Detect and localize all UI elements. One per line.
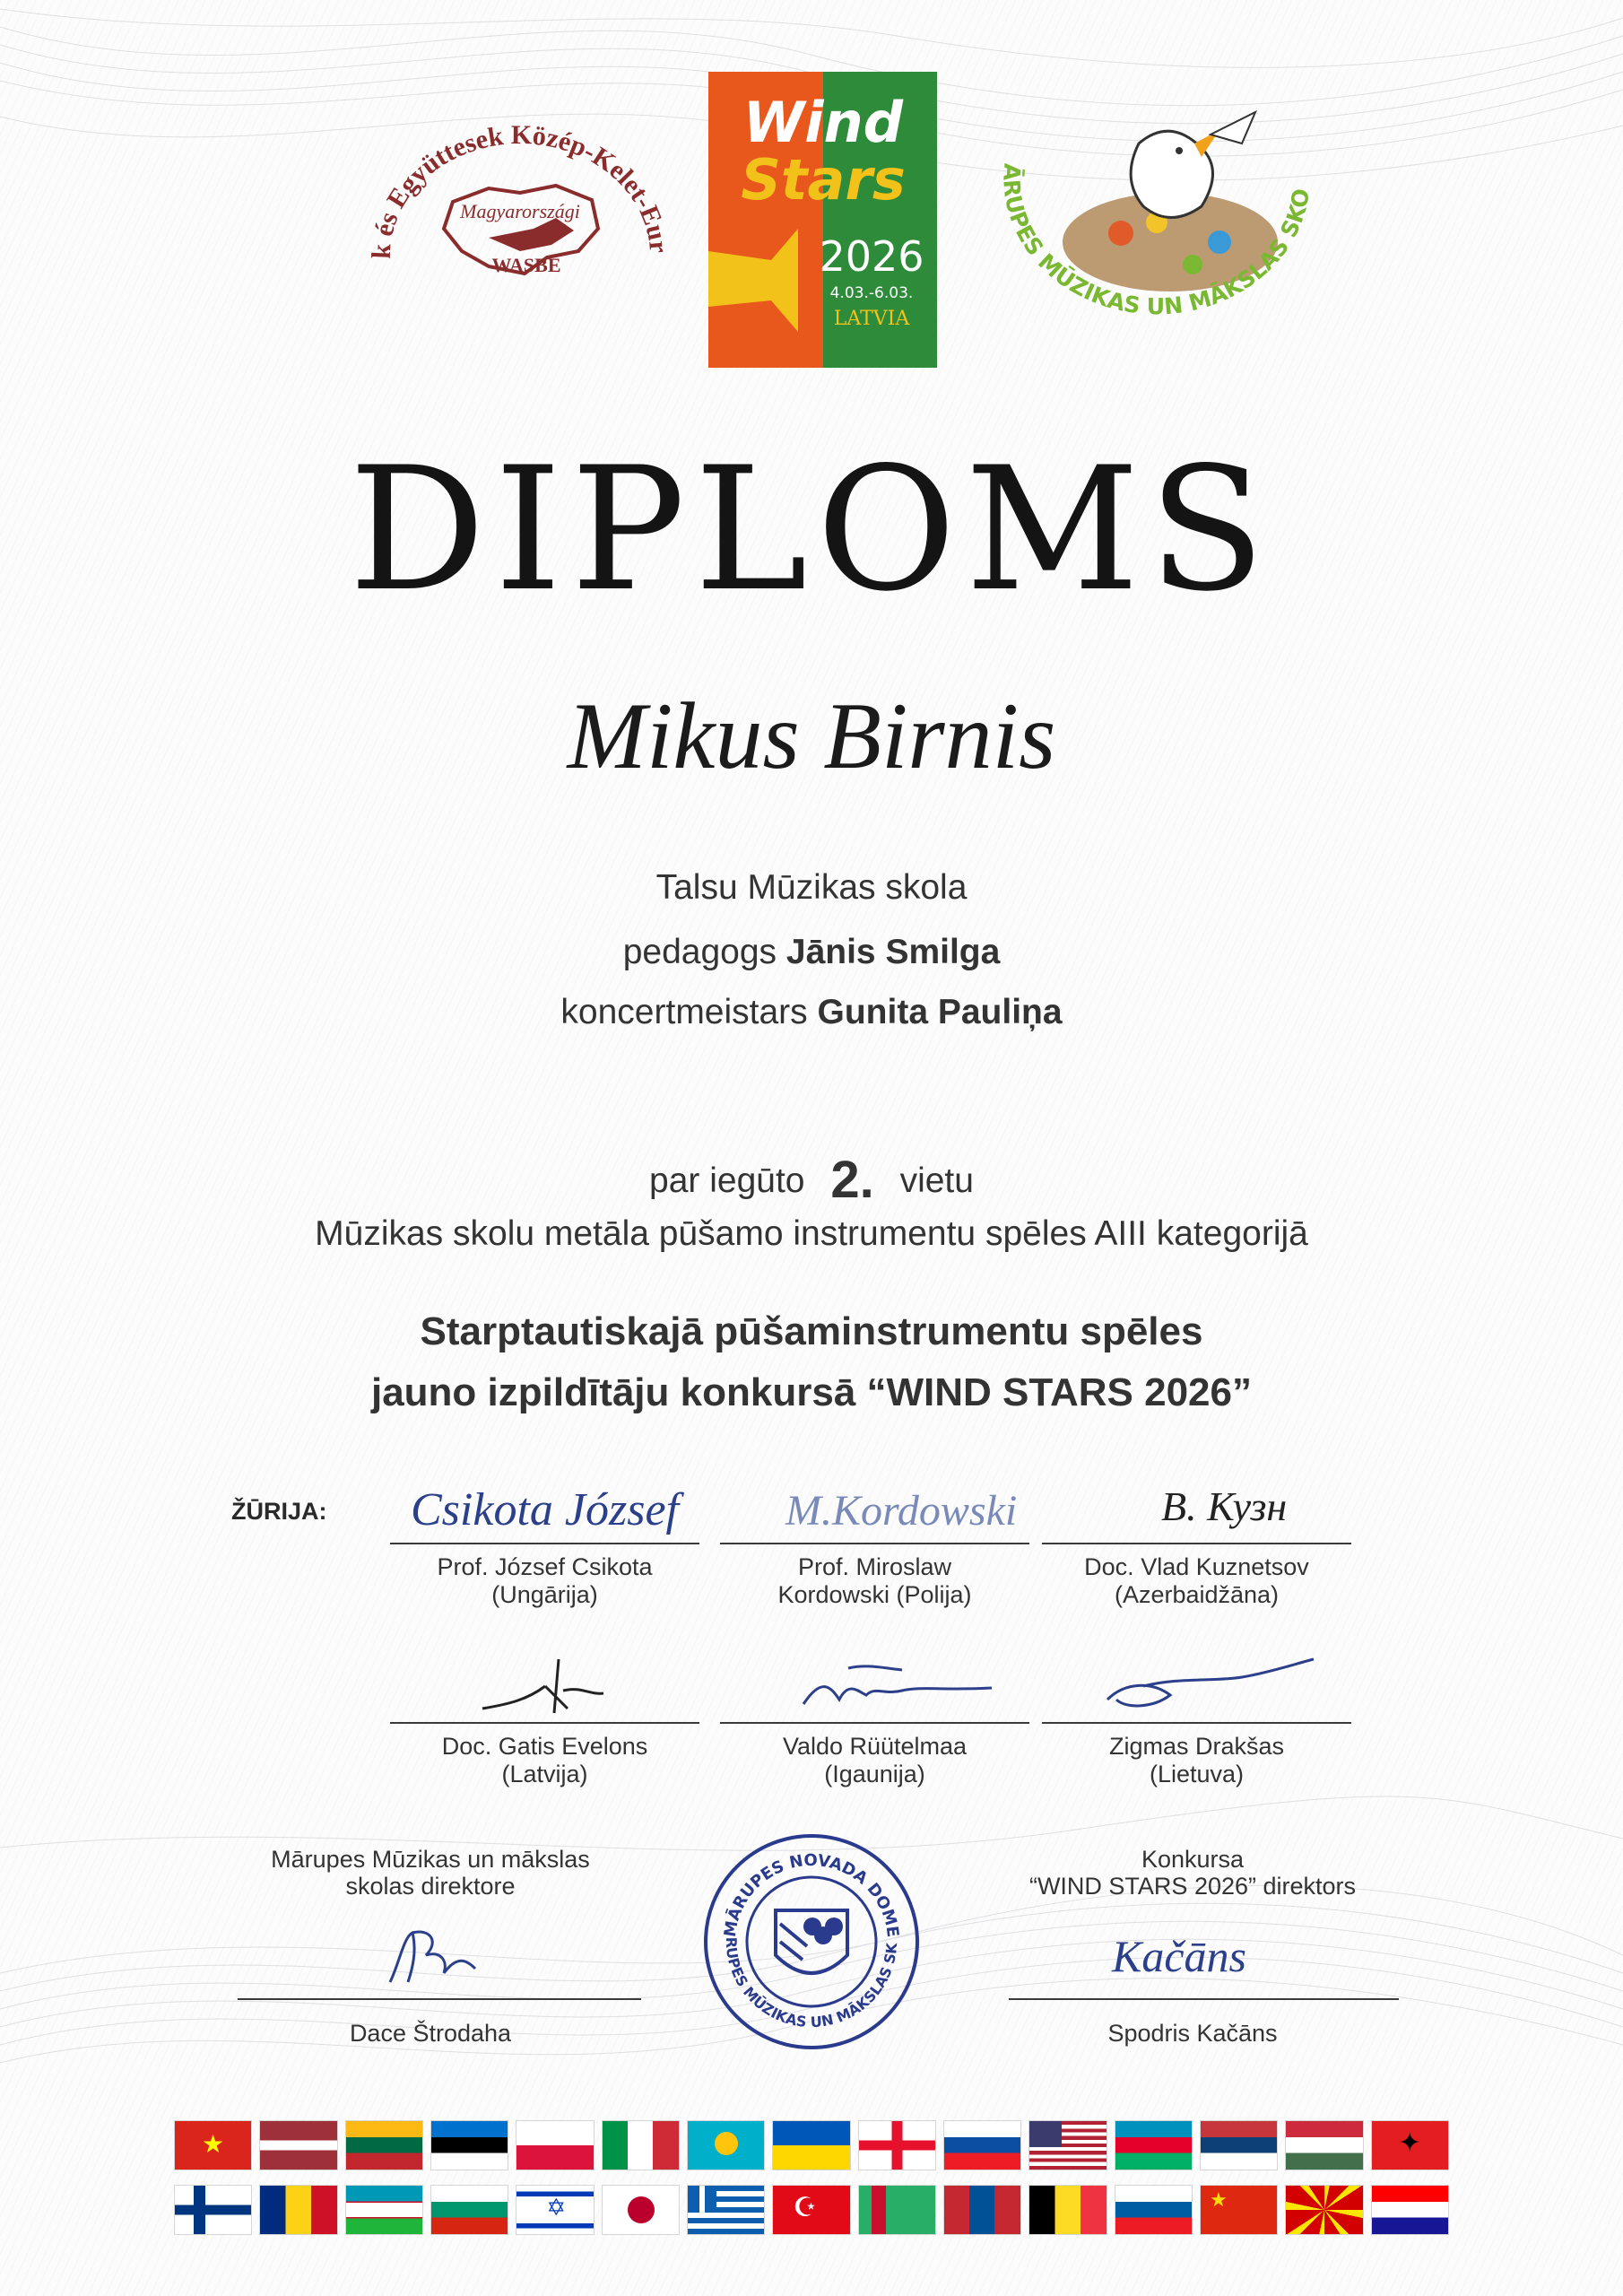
wasbe-logo [354, 103, 686, 372]
left-director-title-line1: Mārupes Mūzikas un mākslas [271, 1846, 590, 1873]
flag-belgium [1029, 2186, 1106, 2234]
flag-mongolia [944, 2186, 1020, 2234]
award-prefix: par iegūto [649, 1161, 805, 1200]
award-category: Mūzikas skolu metāla pūšamo instrumentu spēles AIII kategorijā [315, 1214, 1308, 1253]
jury-label: ŽŪRIJA: [231, 1498, 327, 1525]
competition-line2: jauno izpildītāju konkursā “WIND STARS 2026” [370, 1370, 1252, 1414]
signature-ruutelmaa [732, 1650, 1019, 1722]
flag-north-macedonia [1286, 2186, 1362, 2234]
diploma-title: DIPLOMS [349, 430, 1274, 629]
teacher-name: Jānis Smilga [785, 933, 1001, 971]
jury-member-4-country: (Latvija) [501, 1761, 588, 1787]
jury-member-2-name: Prof. Miroslaw [797, 1553, 952, 1580]
left-director-title [224, 1846, 637, 1900]
flag-israel: ✡ [516, 2186, 593, 2234]
right-director-title-line1: Konkursa [1141, 1846, 1245, 1873]
signature-evelons [402, 1650, 689, 1722]
signature-kacans [1103, 1919, 1300, 1991]
flags-row-1 [175, 2121, 1448, 2170]
jury-member-2-name2: Kordowski (Polija) [777, 1581, 972, 1608]
wind-stars-country: LATVIA [833, 308, 910, 330]
teacher-line [0, 933, 1623, 972]
svg-text:Kačāns: Kačāns [1112, 1931, 1246, 1981]
award-line [0, 1150, 1623, 1210]
participant-flags [175, 2121, 1448, 2250]
svg-text:M.Kordowski: M.Kordowski [785, 1487, 1017, 1535]
svg-text:Csikota József: Csikota József [410, 1484, 679, 1535]
school-seal-stamp [699, 1830, 924, 2054]
svg-text:B. Кузн: B. Кузн [1160, 1483, 1287, 1529]
flag-bulgaria [431, 2186, 508, 2234]
jury-member-4-name: Doc. Gatis Evelons [441, 1733, 648, 1760]
right-director-line [1009, 1998, 1399, 2000]
flag-turkey: ☪ [773, 2186, 849, 2234]
flag-poland [516, 2121, 593, 2170]
jury-member-6 [1042, 1650, 1351, 1788]
flag-serbia [1201, 2121, 1277, 2170]
jury-member-1-name: Prof. József Csikota [437, 1553, 653, 1580]
jury-member-1-country: (Ungārija) [491, 1581, 598, 1608]
flags-row-2 [175, 2186, 1448, 2234]
jury-member-5-country: (Igaunija) [824, 1761, 925, 1787]
signature-kordowski [732, 1471, 1019, 1543]
wasbe-ring-text: k és Együttesek Közép-Kelet-Eur [366, 119, 674, 260]
jury-member-5-name: Valdo Rüütelmaa [782, 1733, 968, 1760]
flag-romania [260, 2186, 336, 2234]
jury-member-4 [390, 1650, 699, 1788]
wasbe-abbrev: WASBE [491, 254, 561, 276]
flag-ukraine [773, 2121, 849, 2170]
jury-member-6-country: (Lietuva) [1149, 1761, 1245, 1787]
flag-latvia [260, 2121, 336, 2170]
flag-azerbaijan [1115, 2121, 1192, 2170]
award-suffix: vietu [899, 1161, 974, 1200]
flag-slovakia [944, 2121, 1020, 2170]
seal-top-text: MĀRUPES NOVADA DOME [720, 1850, 902, 1939]
wind-stars-line2: Stars [741, 147, 906, 213]
accompanist-line [0, 993, 1623, 1032]
seal-bottom-text: RUPES MŪZIKAS UN MĀKSLAS SK [722, 1936, 901, 2031]
signature-draksas [1054, 1650, 1341, 1722]
flag-kazakhstan [688, 2121, 764, 2170]
flag-japan [603, 2186, 679, 2234]
right-director-name: Spodris Kačāns [1107, 2020, 1278, 2047]
wind-stars-logo [708, 72, 937, 368]
jury-member-3 [1042, 1471, 1351, 1609]
recipient-name: Mikus Birnis [567, 683, 1056, 788]
flag-vietnam: ★ [175, 2121, 251, 2170]
jury-member-3-name: Doc. Vlad Kuznetsov [1084, 1553, 1309, 1580]
wasbe-inner-text: Magyarországi [460, 200, 580, 222]
jury-member-6-name: Zigmas Drakšas [1108, 1733, 1285, 1760]
flag-croatia [1372, 2186, 1448, 2234]
left-director-line [238, 1998, 641, 2000]
flag-slovenia [1115, 2186, 1192, 2234]
flag-albania: ✦ [1372, 2121, 1448, 2170]
signature-csikota [402, 1471, 689, 1543]
marupe-logo-text: ĀRUPES MŪZIKAS UN MĀKSLAS SKO [998, 162, 1315, 320]
flag-finland [175, 2186, 251, 2234]
jury-member-3-country: (Azerbaidžāna) [1114, 1581, 1280, 1608]
flag-usa [1029, 2121, 1106, 2170]
flag-turkmenistan [859, 2186, 935, 2234]
jury-member-2 [720, 1471, 1029, 1609]
jury-member-5 [720, 1650, 1029, 1788]
flag-lithuania [346, 2121, 422, 2170]
marupe-school-logo [986, 108, 1327, 377]
wind-stars-line1: Wind [742, 90, 904, 155]
flag-italy [603, 2121, 679, 2170]
flag-georgia [859, 2121, 935, 2170]
flag-estonia [431, 2121, 508, 2170]
left-director-title-line2: skolas direktore [345, 1873, 516, 1900]
competition-line1: Starptautiskajā pūšaminstrumentu spēles [420, 1309, 1203, 1353]
flag-uzbekistan [346, 2186, 422, 2234]
wind-stars-dates: 4.03.-6.03. [829, 284, 914, 302]
flag-hungary [1286, 2121, 1362, 2170]
teacher-label: pedagogs [622, 933, 777, 971]
right-director-title-line2: “WIND STARS 2026” direktors [1028, 1873, 1357, 1900]
right-director-title [986, 1846, 1399, 1900]
award-place: 2. [830, 1151, 874, 1209]
left-director-name: Dace Štrodaha [349, 2020, 512, 2047]
signature-kuznetsov [1054, 1471, 1341, 1543]
signature-strodaha [377, 1919, 502, 1991]
jury-member-1 [390, 1471, 699, 1609]
school-name: Talsu Mūzikas skola [655, 868, 968, 907]
accompanist-name: Gunita Pauliņa [817, 993, 1063, 1031]
flag-china: ★ [1201, 2186, 1277, 2234]
accompanist-label: koncertmeistars [560, 993, 808, 1031]
flag-greece [688, 2186, 764, 2234]
wind-stars-year: 2026 [819, 232, 924, 281]
